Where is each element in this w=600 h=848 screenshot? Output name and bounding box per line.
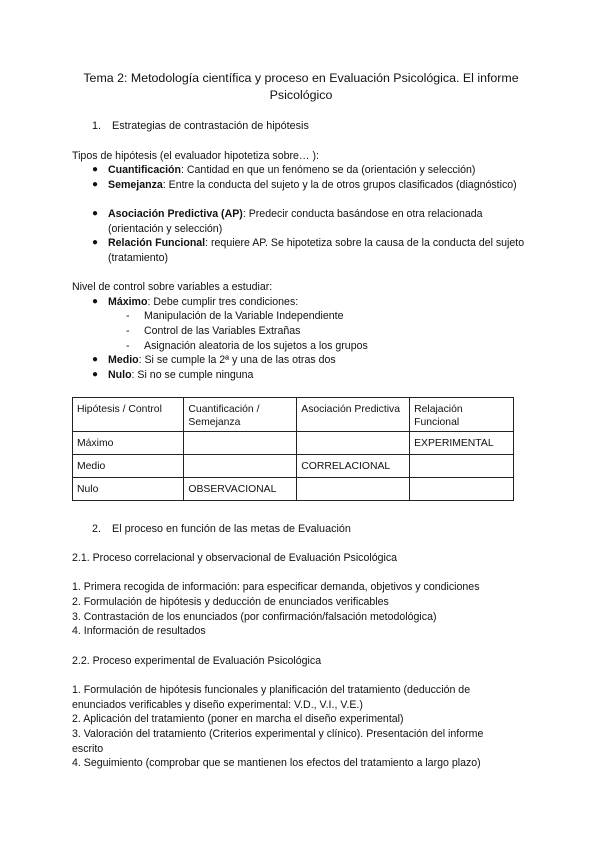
table-row <box>73 478 514 501</box>
section-2-label: El proceso en función de las metas de Evaluación <box>112 523 351 535</box>
title-line-2: Psicológico <box>269 88 333 102</box>
table-header-row <box>73 398 514 432</box>
table-cell <box>410 455 514 478</box>
section-1-heading <box>92 119 309 134</box>
control-term: Máximo <box>108 296 148 308</box>
control-description: : Si no se cumple ninguna <box>131 369 254 381</box>
hypothesis-term: Asociación Predictiva (AP) <box>108 208 243 220</box>
hypothesis-types-intro: Tipos de hipótesis (el evaluador hipotetiza sobre… ): <box>72 150 319 162</box>
section-1-number: 1. <box>92 120 102 132</box>
table-cell: OBSERVACIONAL <box>184 478 297 501</box>
bullet-icon: ● <box>92 354 99 365</box>
list-item: 1. Formulación de hipótesis funcionales y planificación del tratamiento (deducción de enunciados verificables y diseño experimental: V.D., V.I., V.E.) <box>72 684 471 711</box>
dash-icon: - <box>126 325 130 337</box>
table-cell: EXPERIMENTAL <box>410 432 514 455</box>
bullet-icon: ● <box>92 369 99 380</box>
bullet-icon: ● <box>92 208 99 219</box>
condition-text: Asignación aleatoria de los sujetos a los grupos <box>144 340 368 352</box>
table-cell: Máximo <box>73 432 184 455</box>
table-header-cell: Hipótesis / Control <box>73 398 184 432</box>
dash-icon: - <box>126 340 130 352</box>
bullet-icon: ● <box>92 179 99 190</box>
section-2-number: 2. <box>92 523 102 535</box>
control-description: : Debe cumplir tres condiciones: <box>147 296 299 308</box>
table-cell: Nulo <box>73 478 184 501</box>
table-cell <box>184 432 297 455</box>
table-cell: Medio <box>73 455 184 478</box>
table-header-cell: Cuantificación / Semejanza <box>184 398 297 432</box>
control-levels-intro: Nivel de control sobre variables a estudiar: <box>72 281 273 293</box>
control-term: Medio <box>108 354 139 366</box>
bullet-icon: ● <box>92 296 99 307</box>
table-cell <box>297 432 410 455</box>
subsection-2-2-heading: 2.2. Proceso experimental de Evaluación Psicológica <box>72 655 322 667</box>
subsection-2-1-heading: 2.1. Proceso correlacional y observacional de Evaluación Psicológica <box>72 552 398 564</box>
list-item: 2. Aplicación del tratamiento (poner en marcha el diseño experimental) <box>72 713 404 725</box>
dash-icon: - <box>126 310 130 322</box>
condition-text: Manipulación de la Variable Independiente <box>144 310 344 322</box>
hypothesis-term: Semejanza <box>108 179 163 191</box>
hypothesis-description: : requiere AP. Se hipotetiza sobre la causa de la conducta del sujeto (tratamiento) <box>108 237 525 264</box>
list-item: 2. Formulación de hipótesis y deducción de enunciados verificables <box>72 596 389 608</box>
table-cell <box>410 478 514 501</box>
bullet-icon: ● <box>92 164 99 175</box>
bullet-icon: ● <box>92 237 99 248</box>
section-2-heading <box>92 522 351 537</box>
list-item: 4. Información de resultados <box>72 625 206 637</box>
table-row <box>73 432 514 455</box>
table-header-cell: Relajación Funcional <box>410 398 514 432</box>
list-item: 4. Seguimiento (comprobar que se mantienen los efectos del tratamiento a largo plazo) <box>72 757 481 769</box>
control-term: Nulo <box>108 369 132 381</box>
control-table <box>72 397 514 501</box>
table-cell: CORRELACIONAL <box>297 455 410 478</box>
list-item: 3. Contrastación de los enunciados (por confirmación/falsación metodológica) <box>72 611 437 623</box>
table-cell <box>297 478 410 501</box>
condition-text: Control de las Variables Extrañas <box>144 325 301 337</box>
hypothesis-term: Relación Funcional <box>108 237 206 249</box>
list-item: 1. Primera recogida de información: para especificar demanda, objetivos y condiciones <box>72 581 480 593</box>
hypothesis-description: : Predecir conducta basándose en otra relacionada (orientación y selección) <box>108 208 483 235</box>
document-title <box>80 70 522 104</box>
section-1-label: Estrategias de contrastación de hipótesis <box>112 120 309 132</box>
hypothesis-term: Cuantificación <box>108 164 181 176</box>
hypothesis-description: : Cantidad en que un fenómeno se da (orientación y selección) <box>181 164 476 176</box>
table-header-cell: Asociación Predictiva <box>297 398 410 432</box>
list-item: 3. Valoración del tratamiento (Criterios experimental y clínico). Presentación del informe escrito <box>72 728 484 755</box>
table-row <box>73 455 514 478</box>
title-line-1: Tema 2: Metodología científica y proceso en Evaluación Psicológica. El informe <box>83 71 519 85</box>
control-description: : Si se cumple la 2ª y una de las otras dos <box>138 354 336 366</box>
table-cell <box>184 455 297 478</box>
hypothesis-description: : Entre la conducta del sujeto y la de otros grupos clasificados (diagnóstico) <box>162 179 517 191</box>
